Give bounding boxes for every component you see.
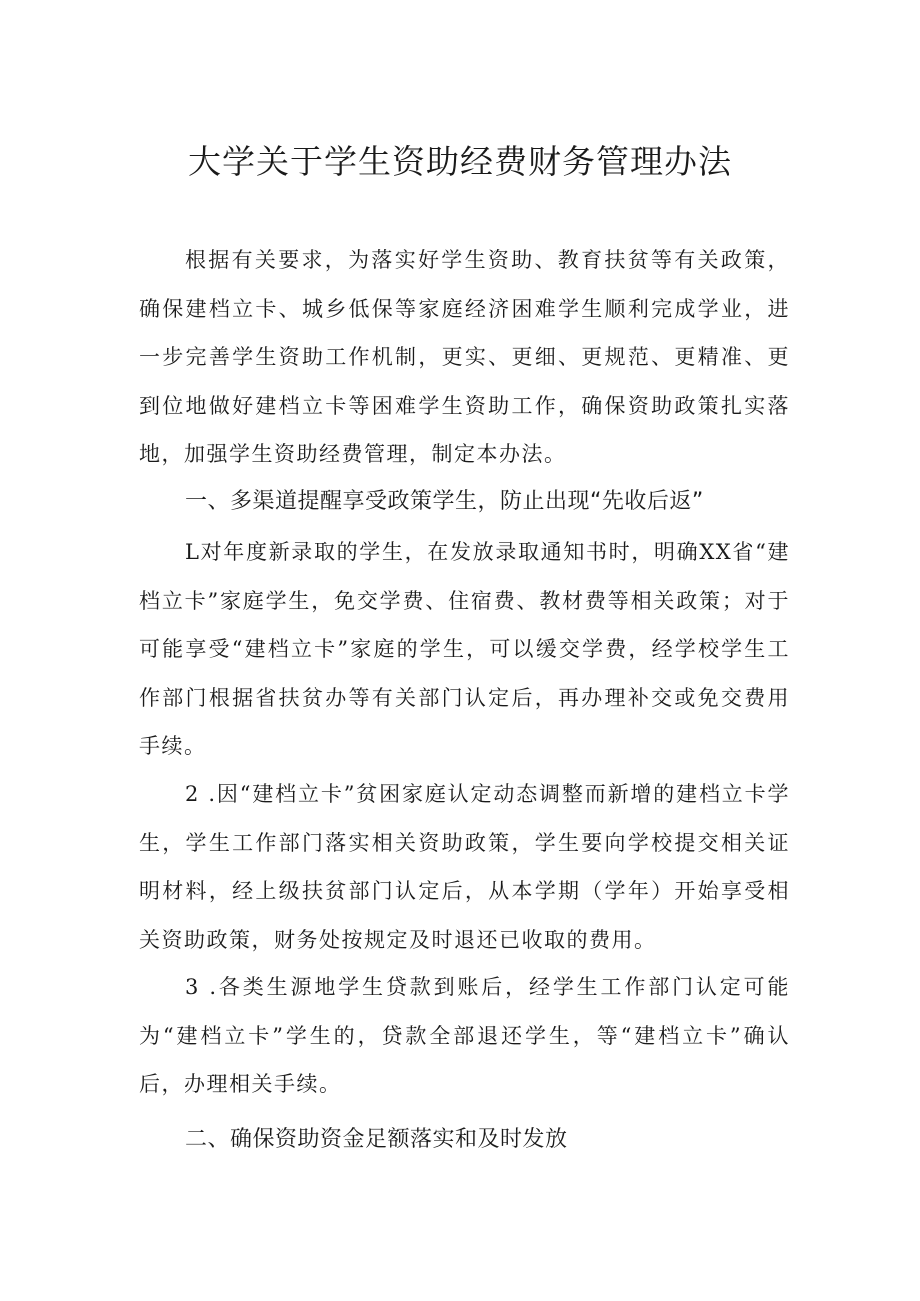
section-1-item-3: 3 .各类生源地学生贷款到账后，经学生工作部门认定可能为“建档立卡”学生的，贷款全部退还学生，等“建档立卡”确认后，办理相关手续。	[139, 975, 790, 1096]
section-1-item-1: L对年度新录取的学生，在发放录取通知书时，明确XX省“建档立卡”家庭学生，免交学费、住宿费、教材费等相关政策；对于可能享受“建档立卡”家庭的学生，可以缓交学费，经学校学生工作部门根据省扶贫办等有关部门认定后，再办理补交或免交费用手续。	[139, 540, 790, 758]
section-1-heading: 一、多渠道提醒享受政策学生，防止出现“先收后返”	[185, 489, 704, 514]
document-title: 大学关于学生资助经费财务管理办法	[188, 142, 732, 181]
section-1-item-2: 2 .因“建档立卡”贫困家庭认定动态调整而新增的建档立卡学生，学生工作部门落实相关资助政策，学生要向学校提交相关证明材料，经上级扶贫部门认定后，从本学期（学年）开始享受相关资助政策，财务处按规定及时退还已收取的费用。	[139, 782, 790, 952]
intro-paragraph: 根据有关要求，为落实好学生资助、教育扶贫等有关政策，确保建档立卡、城乡低保等家庭经济困难学生顺利完成学业，进一步完善学生资助工作机制，更实、更细、更规范、更精准、更到位地做好建档立卡等困难学生资助工作，确保资助政策扎实落地，加强学生资助经费管理，制定本办法。	[139, 248, 790, 466]
section-2-heading: 二、确保资助资金足额落实和及时发放	[185, 1127, 568, 1152]
